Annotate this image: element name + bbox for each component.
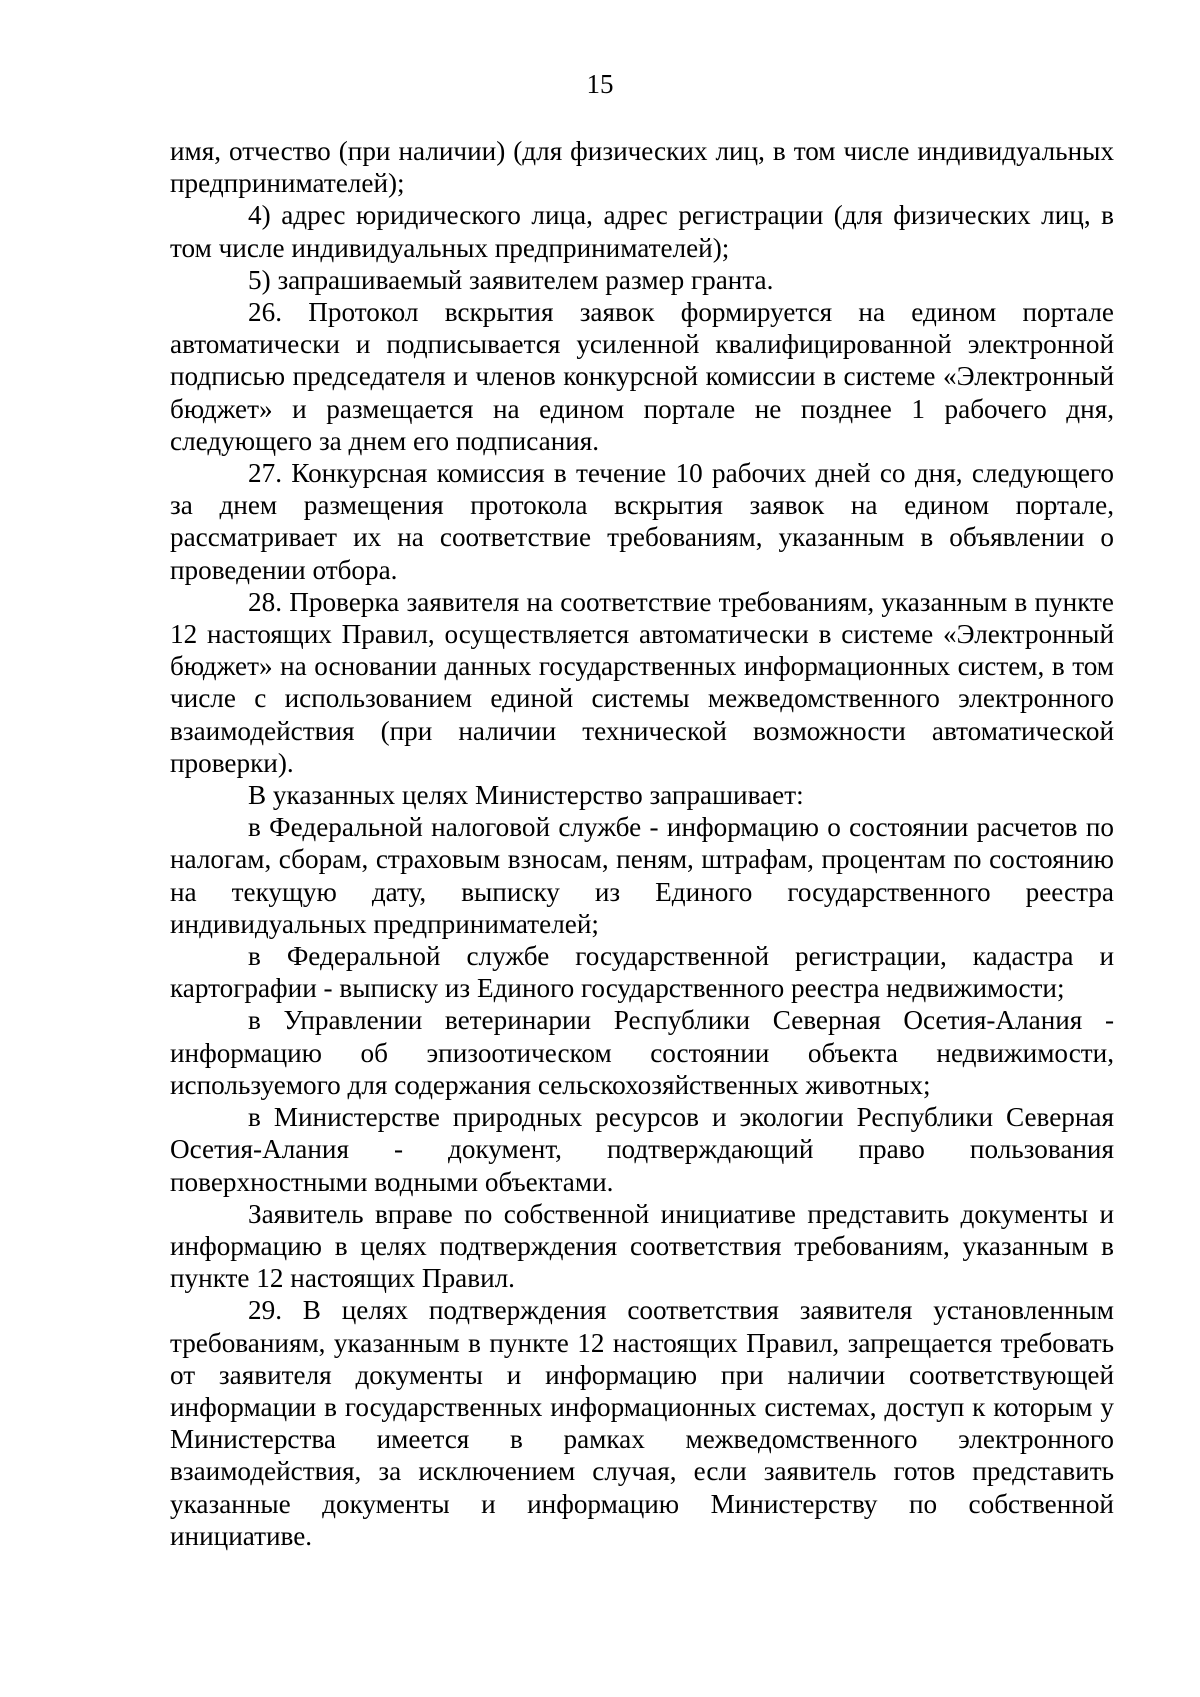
document-body [170,135,1114,1552]
paragraph-clause-27: 27. Конкурсная комиссия в течение 10 рабочих дней со дня, следующего за днем размещения протокола вскрытия заявок на едином портале, рассматривает их на соответствие требованиям, указанным в объявлении о проведении отбора. [170,458,1114,585]
paragraph-request-tax-service: в Федеральной налоговой службе - информацию о состоянии расчетов по налогам, сборам, страховым взносам, пеням, штрафам, процентам по состоянию на текущую дату, выписку из Единого государственного реестра индивидуальных предпринимателей; [170,812,1114,939]
paragraph-clause-26: 26. Протокол вскрытия заявок формируется на едином портале автоматически и подписывается усиленной квалифицированной электронной подписью председателя и членов конкурсной комиссии в системе «Электронный бюджет» и размещается на едином портале не позднее 1 рабочего дня, следующего за днем его подписания. [170,297,1114,456]
paragraph-request-veterinary: в Управлении ветеринарии Республики Северная Осетия-Алания - информацию об эпизоотическом состоянии объекта недвижимости, используемого для содержания сельскохозяйственных животных; [170,1005,1114,1100]
paragraph-request-intro: В указанных целях Министерство запрашивает: [248,780,804,811]
paragraph-item-5: 5) запрашиваемый заявителем размер гранта. [248,264,774,295]
paragraph-request-natural-resources: в Министерстве природных ресурсов и экологии Республики Северная Осетия-Алания - документ, подтверждающий право пользования поверхностными водными объектами. [170,1102,1114,1197]
paragraph-clause-28: 28. Проверка заявителя на соответствие требованиям, указанным в пункте 12 настоящих Правил, осуществляется автоматически в системе «Электронный бюджет» на основании данных государственных информационных систем, в том числе с использованием единой системы межведомственного электронного взаимодействия (при наличии технической возможности автоматической проверки). [170,586,1114,778]
paragraph-applicant-right: Заявитель вправе по собственной инициативе представить документы и информацию в целях подтверждения соответствия требованиям, указанным в пункте 12 настоящих Правил. [170,1198,1114,1294]
page-number: 15 [586,69,614,99]
paragraph-request-registry-service: в Федеральной службе государственной регистрации, кадастра и картографии - выписку из Единого государственного реестра недвижимости; [170,941,1114,1004]
paragraph-item-4: 4) адрес юридического лица, адрес регистрации (для физических лиц, в том числе индивидуальных предпринимателей); [170,200,1114,263]
paragraph-clause-29: 29. В целях подтверждения соответствия заявителя установленным требованиям, указанным в пункте 12 настоящих Правил, запрещается требовать от заявителя документы и информацию при наличии соответствующей информации в государственных информационных системах, доступ к которым у Министерства имеется в рамках межведомственного электронного взаимодействия, за исключением случая, если заявитель готов представить указанные документы и информацию Министерству по собственной инициативе. [170,1295,1114,1551]
paragraph-continuation: имя, отчество (при наличии) (для физических лиц, в том числе индивидуальных предпринимателей); [170,136,1114,199]
